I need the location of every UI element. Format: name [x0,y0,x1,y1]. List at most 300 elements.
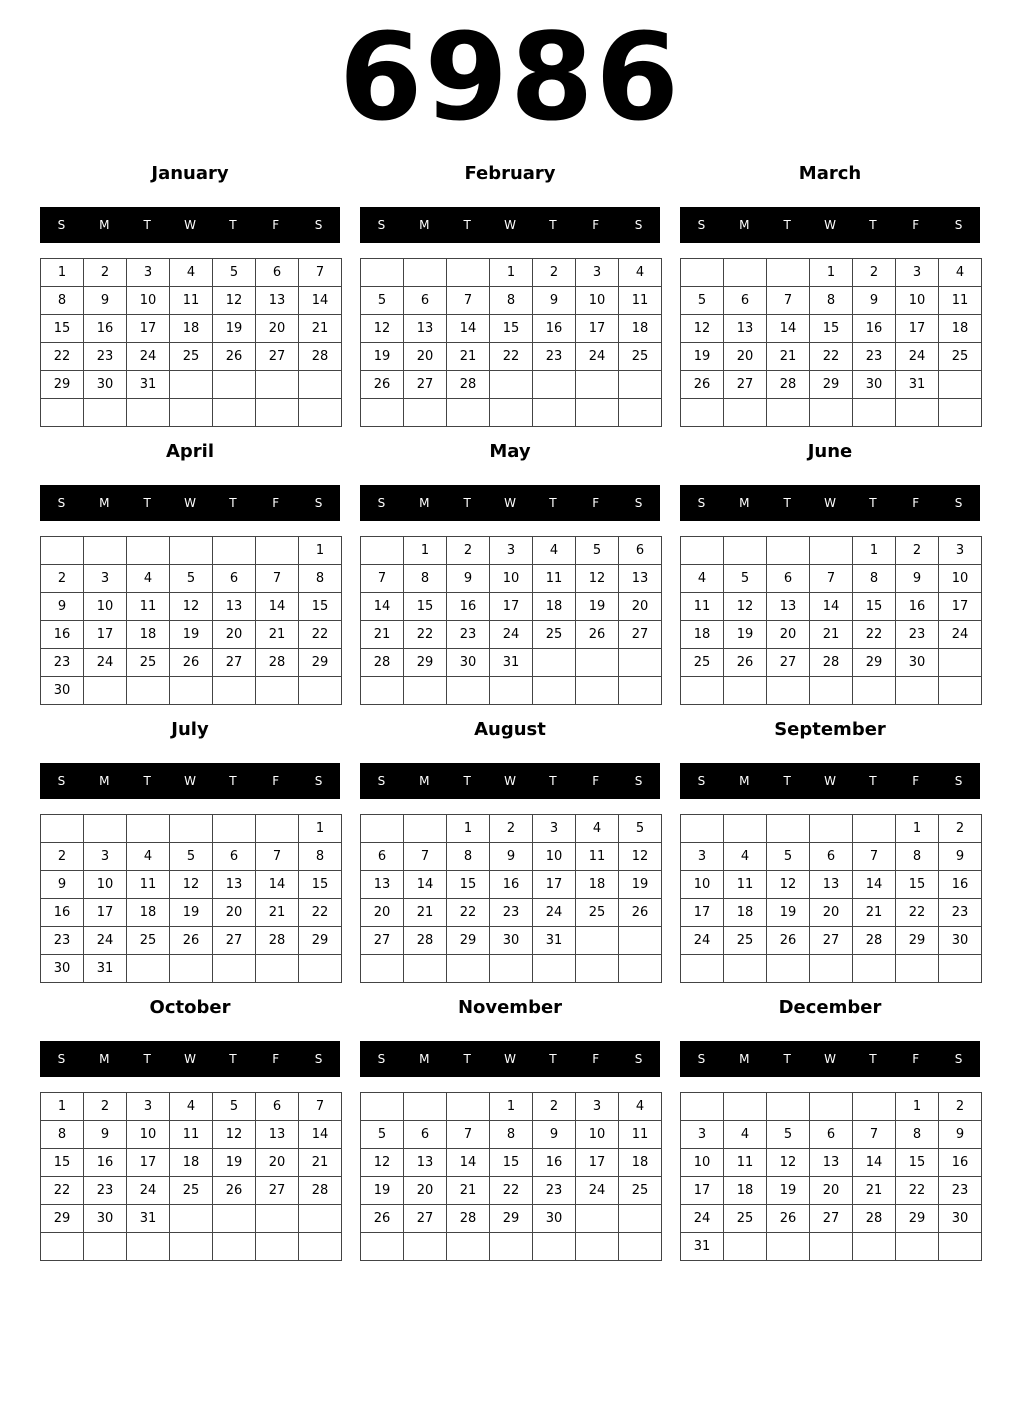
empty-cell [490,399,533,427]
day-grid [360,1092,662,1261]
day-grid [360,258,662,427]
weekday-label: T [783,218,791,232]
day-cell: 24 [681,1205,724,1233]
day-cell: 18 [127,899,170,927]
weekday-label: T [143,218,151,232]
day-cell: 20 [213,621,256,649]
empty-cell [681,1093,724,1121]
day-cell: 5 [576,537,619,565]
week-row [41,399,342,427]
empty-cell [533,677,576,705]
day-cell: 24 [127,1177,170,1205]
day-cell: 10 [490,565,533,593]
weekday-label: T [783,1052,791,1066]
empty-cell [853,677,896,705]
day-cell: 29 [299,927,342,955]
empty-cell [939,649,982,677]
week-row [681,1149,982,1177]
empty-cell [939,399,982,427]
empty-cell [576,1233,619,1261]
day-cell: 2 [41,565,84,593]
empty-cell [41,399,84,427]
weekday-label: F [592,1052,600,1066]
day-cell: 22 [41,1177,84,1205]
empty-cell [619,677,662,705]
day-cell: 14 [256,593,299,621]
weekday-label: S [634,218,643,232]
day-cell: 18 [681,621,724,649]
weekday-label: T [143,774,151,788]
day-cell: 5 [361,287,404,315]
day-cell: 29 [41,1205,84,1233]
day-cell: 4 [724,843,767,871]
empty-cell [361,955,404,983]
day-cell: 21 [447,343,490,371]
day-cell: 13 [767,593,810,621]
weekday-label: T [783,496,791,510]
empty-cell [939,677,982,705]
weekday-label: S [57,774,66,788]
weekday-header [40,1041,340,1077]
day-cell: 6 [767,565,810,593]
week-row [41,1093,342,1121]
week-row [41,537,342,565]
year-title: 6986 [339,9,681,148]
empty-cell [447,1093,490,1121]
empty-cell [724,955,767,983]
empty-cell [170,1233,213,1261]
day-cell: 1 [299,815,342,843]
month-june [680,438,980,708]
weekday-label: T [143,1052,151,1066]
day-cell: 18 [724,1177,767,1205]
day-cell: 27 [404,371,447,399]
day-cell: 7 [853,843,896,871]
day-cell: 7 [299,1093,342,1121]
empty-cell [767,677,810,705]
day-cell: 13 [256,1121,299,1149]
empty-cell [404,399,447,427]
weekday-label: S [57,496,66,510]
day-cell: 22 [490,343,533,371]
day-cell: 10 [84,593,127,621]
day-cell: 9 [84,1121,127,1149]
day-cell: 16 [84,315,127,343]
day-cell: 30 [41,677,84,705]
day-cell: 23 [533,343,576,371]
day-cell: 9 [41,593,84,621]
empty-cell [41,815,84,843]
day-cell: 2 [939,815,982,843]
weekday-label: W [824,496,836,510]
day-cell: 13 [810,871,853,899]
empty-cell [256,1233,299,1261]
day-cell: 12 [213,287,256,315]
empty-cell [619,649,662,677]
day-cell: 9 [896,565,939,593]
day-grid [680,814,982,983]
day-cell: 24 [84,649,127,677]
day-cell: 6 [213,843,256,871]
day-cell: 26 [767,1205,810,1233]
week-row [361,371,662,399]
day-cell: 13 [213,871,256,899]
day-cell: 27 [256,1177,299,1205]
day-cell: 18 [724,899,767,927]
day-cell: 5 [170,843,213,871]
day-cell: 29 [490,1205,533,1233]
day-cell: 17 [127,315,170,343]
day-cell: 14 [299,287,342,315]
day-cell: 28 [447,371,490,399]
day-cell: 30 [853,371,896,399]
day-cell: 9 [533,287,576,315]
weekday-label: W [184,1052,196,1066]
empty-cell [681,815,724,843]
empty-cell [490,677,533,705]
weekday-label: S [697,496,706,510]
day-cell: 21 [299,315,342,343]
day-cell: 11 [724,1149,767,1177]
week-row [41,927,342,955]
day-cell: 20 [361,899,404,927]
empty-cell [256,1205,299,1233]
day-cell: 11 [533,565,576,593]
day-cell: 6 [213,565,256,593]
day-cell: 16 [939,871,982,899]
week-row [361,1205,662,1233]
day-cell: 16 [447,593,490,621]
day-cell: 10 [896,287,939,315]
day-cell: 22 [41,343,84,371]
week-row [41,1177,342,1205]
day-cell: 21 [361,621,404,649]
day-cell: 13 [361,871,404,899]
day-cell: 2 [84,1093,127,1121]
day-cell: 10 [576,1121,619,1149]
week-row [41,259,342,287]
empty-cell [576,677,619,705]
weekday-label: T [229,218,237,232]
weekday-label: S [697,218,706,232]
day-cell: 2 [896,537,939,565]
day-cell: 21 [447,1177,490,1205]
day-cell: 20 [619,593,662,621]
day-cell: 23 [853,343,896,371]
empty-cell [84,815,127,843]
day-cell: 31 [84,955,127,983]
weekday-label: S [377,774,386,788]
empty-cell [767,815,810,843]
day-cell: 15 [853,593,896,621]
day-cell: 28 [853,927,896,955]
month-name: October [149,997,231,1018]
day-cell: 4 [939,259,982,287]
day-cell: 21 [404,899,447,927]
empty-cell [681,677,724,705]
day-grid [40,1092,342,1261]
day-cell: 28 [256,927,299,955]
weekday-label: T [463,774,471,788]
empty-cell [447,1233,490,1261]
day-cell: 22 [299,899,342,927]
day-cell: 12 [170,593,213,621]
weekday-label: F [912,496,920,510]
day-cell: 19 [170,621,213,649]
day-cell: 4 [724,1121,767,1149]
day-cell: 23 [939,1177,982,1205]
weekday-header [360,485,660,521]
day-cell: 1 [853,537,896,565]
empty-cell [361,399,404,427]
day-cell: 29 [896,1205,939,1233]
empty-cell [490,955,533,983]
empty-cell [853,815,896,843]
week-row [681,621,982,649]
day-cell: 3 [896,259,939,287]
day-cell: 11 [724,871,767,899]
day-cell: 20 [404,343,447,371]
empty-cell [299,399,342,427]
day-cell: 27 [767,649,810,677]
day-cell: 11 [619,1121,662,1149]
day-cell: 24 [939,621,982,649]
month-july [40,716,340,986]
day-cell: 3 [681,1121,724,1149]
day-cell: 26 [361,1205,404,1233]
day-cell: 18 [170,315,213,343]
weekday-label: F [272,1052,280,1066]
empty-cell [939,1233,982,1261]
week-row [361,1149,662,1177]
day-cell: 8 [490,1121,533,1149]
empty-cell [490,371,533,399]
weekday-header [360,763,660,799]
week-row [41,343,342,371]
weekday-label: W [184,496,196,510]
day-cell: 12 [170,871,213,899]
empty-cell [447,399,490,427]
empty-cell [576,371,619,399]
week-row [361,955,662,983]
week-row [361,537,662,565]
day-cell: 21 [256,621,299,649]
weekday-label: F [592,496,600,510]
week-row [41,649,342,677]
empty-cell [361,1093,404,1121]
day-cell: 19 [619,871,662,899]
day-cell: 5 [724,565,767,593]
day-cell: 5 [213,259,256,287]
empty-cell [767,399,810,427]
day-cell: 9 [41,871,84,899]
month-name: August [474,719,546,740]
day-cell: 17 [84,899,127,927]
week-row [361,927,662,955]
day-cell: 8 [896,843,939,871]
day-cell: 28 [447,1205,490,1233]
weekday-header [680,1041,980,1077]
day-cell: 14 [810,593,853,621]
weekday-label: T [463,496,471,510]
day-cell: 30 [490,927,533,955]
weekday-label: W [504,496,516,510]
day-cell: 9 [853,287,896,315]
day-cell: 1 [447,815,490,843]
day-cell: 15 [810,315,853,343]
day-cell: 31 [490,649,533,677]
weekday-label: F [272,218,280,232]
empty-cell [939,955,982,983]
day-cell: 1 [490,1093,533,1121]
day-cell: 18 [576,871,619,899]
empty-cell [213,399,256,427]
empty-cell [724,399,767,427]
weekday-label: T [549,774,557,788]
empty-cell [576,927,619,955]
empty-cell [256,537,299,565]
day-cell: 17 [896,315,939,343]
day-cell: 30 [41,955,84,983]
empty-cell [299,677,342,705]
day-cell: 19 [724,621,767,649]
month-may [360,438,660,708]
day-cell: 26 [619,899,662,927]
day-cell: 17 [490,593,533,621]
day-cell: 15 [896,1149,939,1177]
day-cell: 17 [127,1149,170,1177]
empty-cell [724,537,767,565]
day-cell: 30 [84,371,127,399]
day-cell: 22 [853,621,896,649]
day-cell: 27 [404,1205,447,1233]
day-cell: 28 [404,927,447,955]
weekday-label: S [377,1052,386,1066]
day-cell: 7 [404,843,447,871]
day-cell: 6 [404,1121,447,1149]
empty-cell [533,1233,576,1261]
day-cell: 23 [939,899,982,927]
day-cell: 6 [619,537,662,565]
day-cell: 28 [853,1205,896,1233]
day-cell: 31 [896,371,939,399]
weekday-label: T [229,496,237,510]
day-cell: 7 [767,287,810,315]
day-cell: 20 [810,1177,853,1205]
day-cell: 27 [213,649,256,677]
day-cell: 22 [896,1177,939,1205]
day-cell: 23 [41,649,84,677]
day-cell: 11 [619,287,662,315]
empty-cell [619,1205,662,1233]
day-grid [40,814,342,983]
week-row [361,1093,662,1121]
empty-cell [299,1205,342,1233]
day-cell: 25 [127,649,170,677]
day-cell: 24 [896,343,939,371]
weekday-label: S [377,218,386,232]
week-row [681,899,982,927]
day-cell: 22 [404,621,447,649]
day-cell: 22 [810,343,853,371]
empty-cell [533,399,576,427]
day-cell: 21 [853,1177,896,1205]
empty-cell [853,1093,896,1121]
day-cell: 12 [361,315,404,343]
empty-cell [724,815,767,843]
day-cell: 8 [853,565,896,593]
day-cell: 10 [939,565,982,593]
week-row [41,287,342,315]
day-cell: 15 [41,1149,84,1177]
week-row [361,871,662,899]
day-cell: 16 [939,1149,982,1177]
weekday-header [40,763,340,799]
weekday-label: S [314,1052,323,1066]
weekday-label: F [912,1052,920,1066]
empty-cell [853,955,896,983]
day-grid [40,536,342,705]
day-cell: 17 [681,899,724,927]
empty-cell [724,677,767,705]
day-cell: 1 [810,259,853,287]
week-row [681,287,982,315]
weekday-label: F [592,218,600,232]
week-row [681,649,982,677]
weekday-label: S [954,774,963,788]
weekday-label: S [634,496,643,510]
day-cell: 4 [681,565,724,593]
day-cell: 12 [681,315,724,343]
day-cell: 27 [810,1205,853,1233]
day-cell: 27 [724,371,767,399]
empty-cell [404,955,447,983]
day-cell: 27 [256,343,299,371]
day-cell: 3 [533,815,576,843]
day-grid [40,258,342,427]
day-cell: 3 [576,1093,619,1121]
empty-cell [84,537,127,565]
day-cell: 29 [404,649,447,677]
day-cell: 3 [127,1093,170,1121]
weekday-label: T [463,218,471,232]
day-cell: 9 [939,1121,982,1149]
day-cell: 7 [256,843,299,871]
week-row [681,1093,982,1121]
day-cell: 26 [724,649,767,677]
day-cell: 10 [681,871,724,899]
empty-cell [619,1233,662,1261]
day-cell: 12 [361,1149,404,1177]
day-cell: 17 [576,315,619,343]
week-row [41,815,342,843]
empty-cell [810,1233,853,1261]
month-april [40,438,340,708]
day-cell: 4 [533,537,576,565]
day-cell: 17 [84,621,127,649]
week-row [361,1233,662,1261]
week-row [681,399,982,427]
day-cell: 18 [619,315,662,343]
empty-cell [361,677,404,705]
day-cell: 14 [404,871,447,899]
day-cell: 10 [533,843,576,871]
day-cell: 6 [256,1093,299,1121]
weekday-label: W [824,218,836,232]
day-cell: 2 [84,259,127,287]
day-cell: 1 [41,259,84,287]
empty-cell [299,1233,342,1261]
